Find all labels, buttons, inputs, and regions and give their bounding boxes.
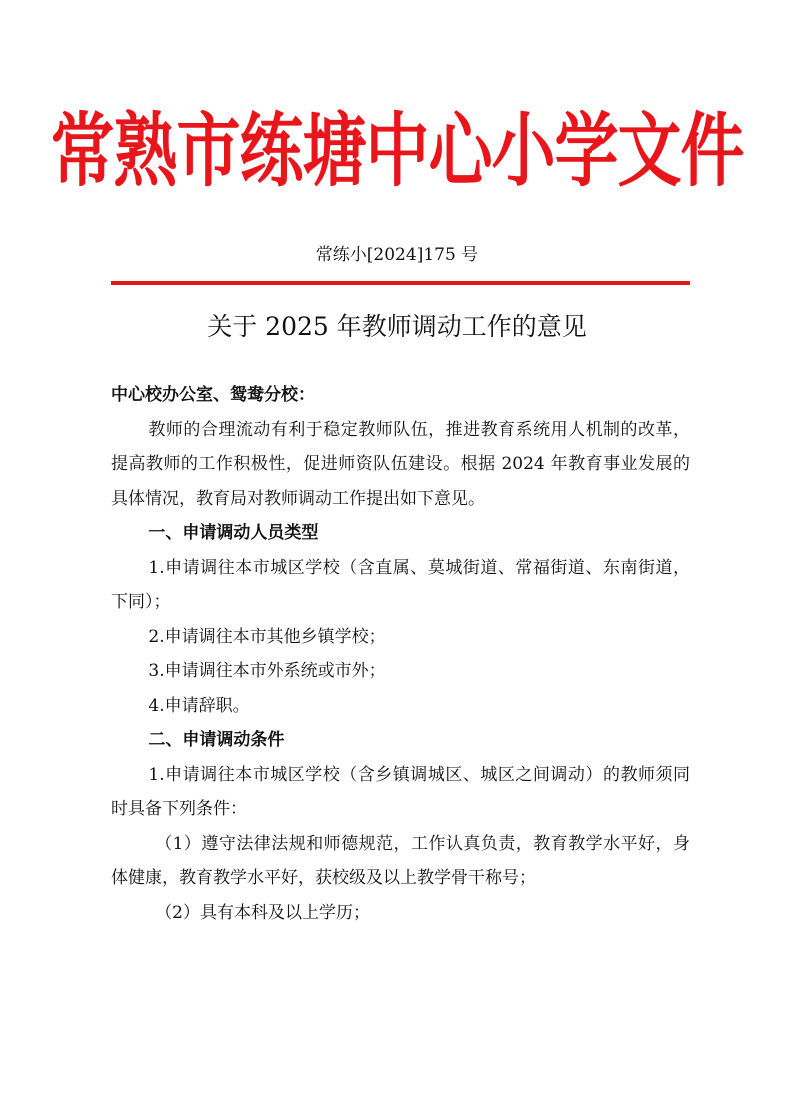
document-body [111, 378, 690, 930]
masthead-title: 常熟市练塘中心小学文件 [50, 105, 744, 199]
section-heading-conditions: 二、申请调动条件 [148, 730, 285, 750]
addressee: 中心校办公室、鸳鸯分校： [111, 385, 315, 405]
intro-paragraph: 教师的合理流动有利于稳定教师队伍，推进教育系统用人机制的改革，提高教师的工作积极性，促进师资队伍建设。根据 2024 年教育事业发展的具体情况，教育局对教师调动工作提出如下意见。 [111, 419, 690, 509]
type-item-1: 1.申请调往本市城区学校（含直属、莫城街道、常福街道、东南街道，下同）； [111, 557, 690, 612]
document-number: 常练小[2024]175 号 [315, 245, 479, 265]
document-title: 关于 2025 年教师调动工作的意见 [207, 312, 587, 341]
condition-subitem-1: （1）遵守法律法规和师德规范，工作认真负责，教育教学水平好，身体健康，教育教学水平好，获校级及以上教学骨干称号； [111, 833, 690, 888]
section-heading-types: 一、申请调动人员类型 [148, 523, 319, 543]
condition-subitem-2: （2）具有本科及以上学历； [155, 902, 371, 923]
type-item-2: 2.申请调往本市其他乡镇学校； [148, 626, 386, 647]
condition-item-1: 1.申请调往本市城区学校（含乡镇调城区、城区之间调动）的教师须同时具备下列条件： [111, 764, 690, 819]
type-item-4: 4.申请辞职。 [148, 695, 250, 716]
type-item-3: 3.申请调往本市外系统或市外； [148, 661, 386, 681]
red-divider-line [111, 281, 690, 285]
